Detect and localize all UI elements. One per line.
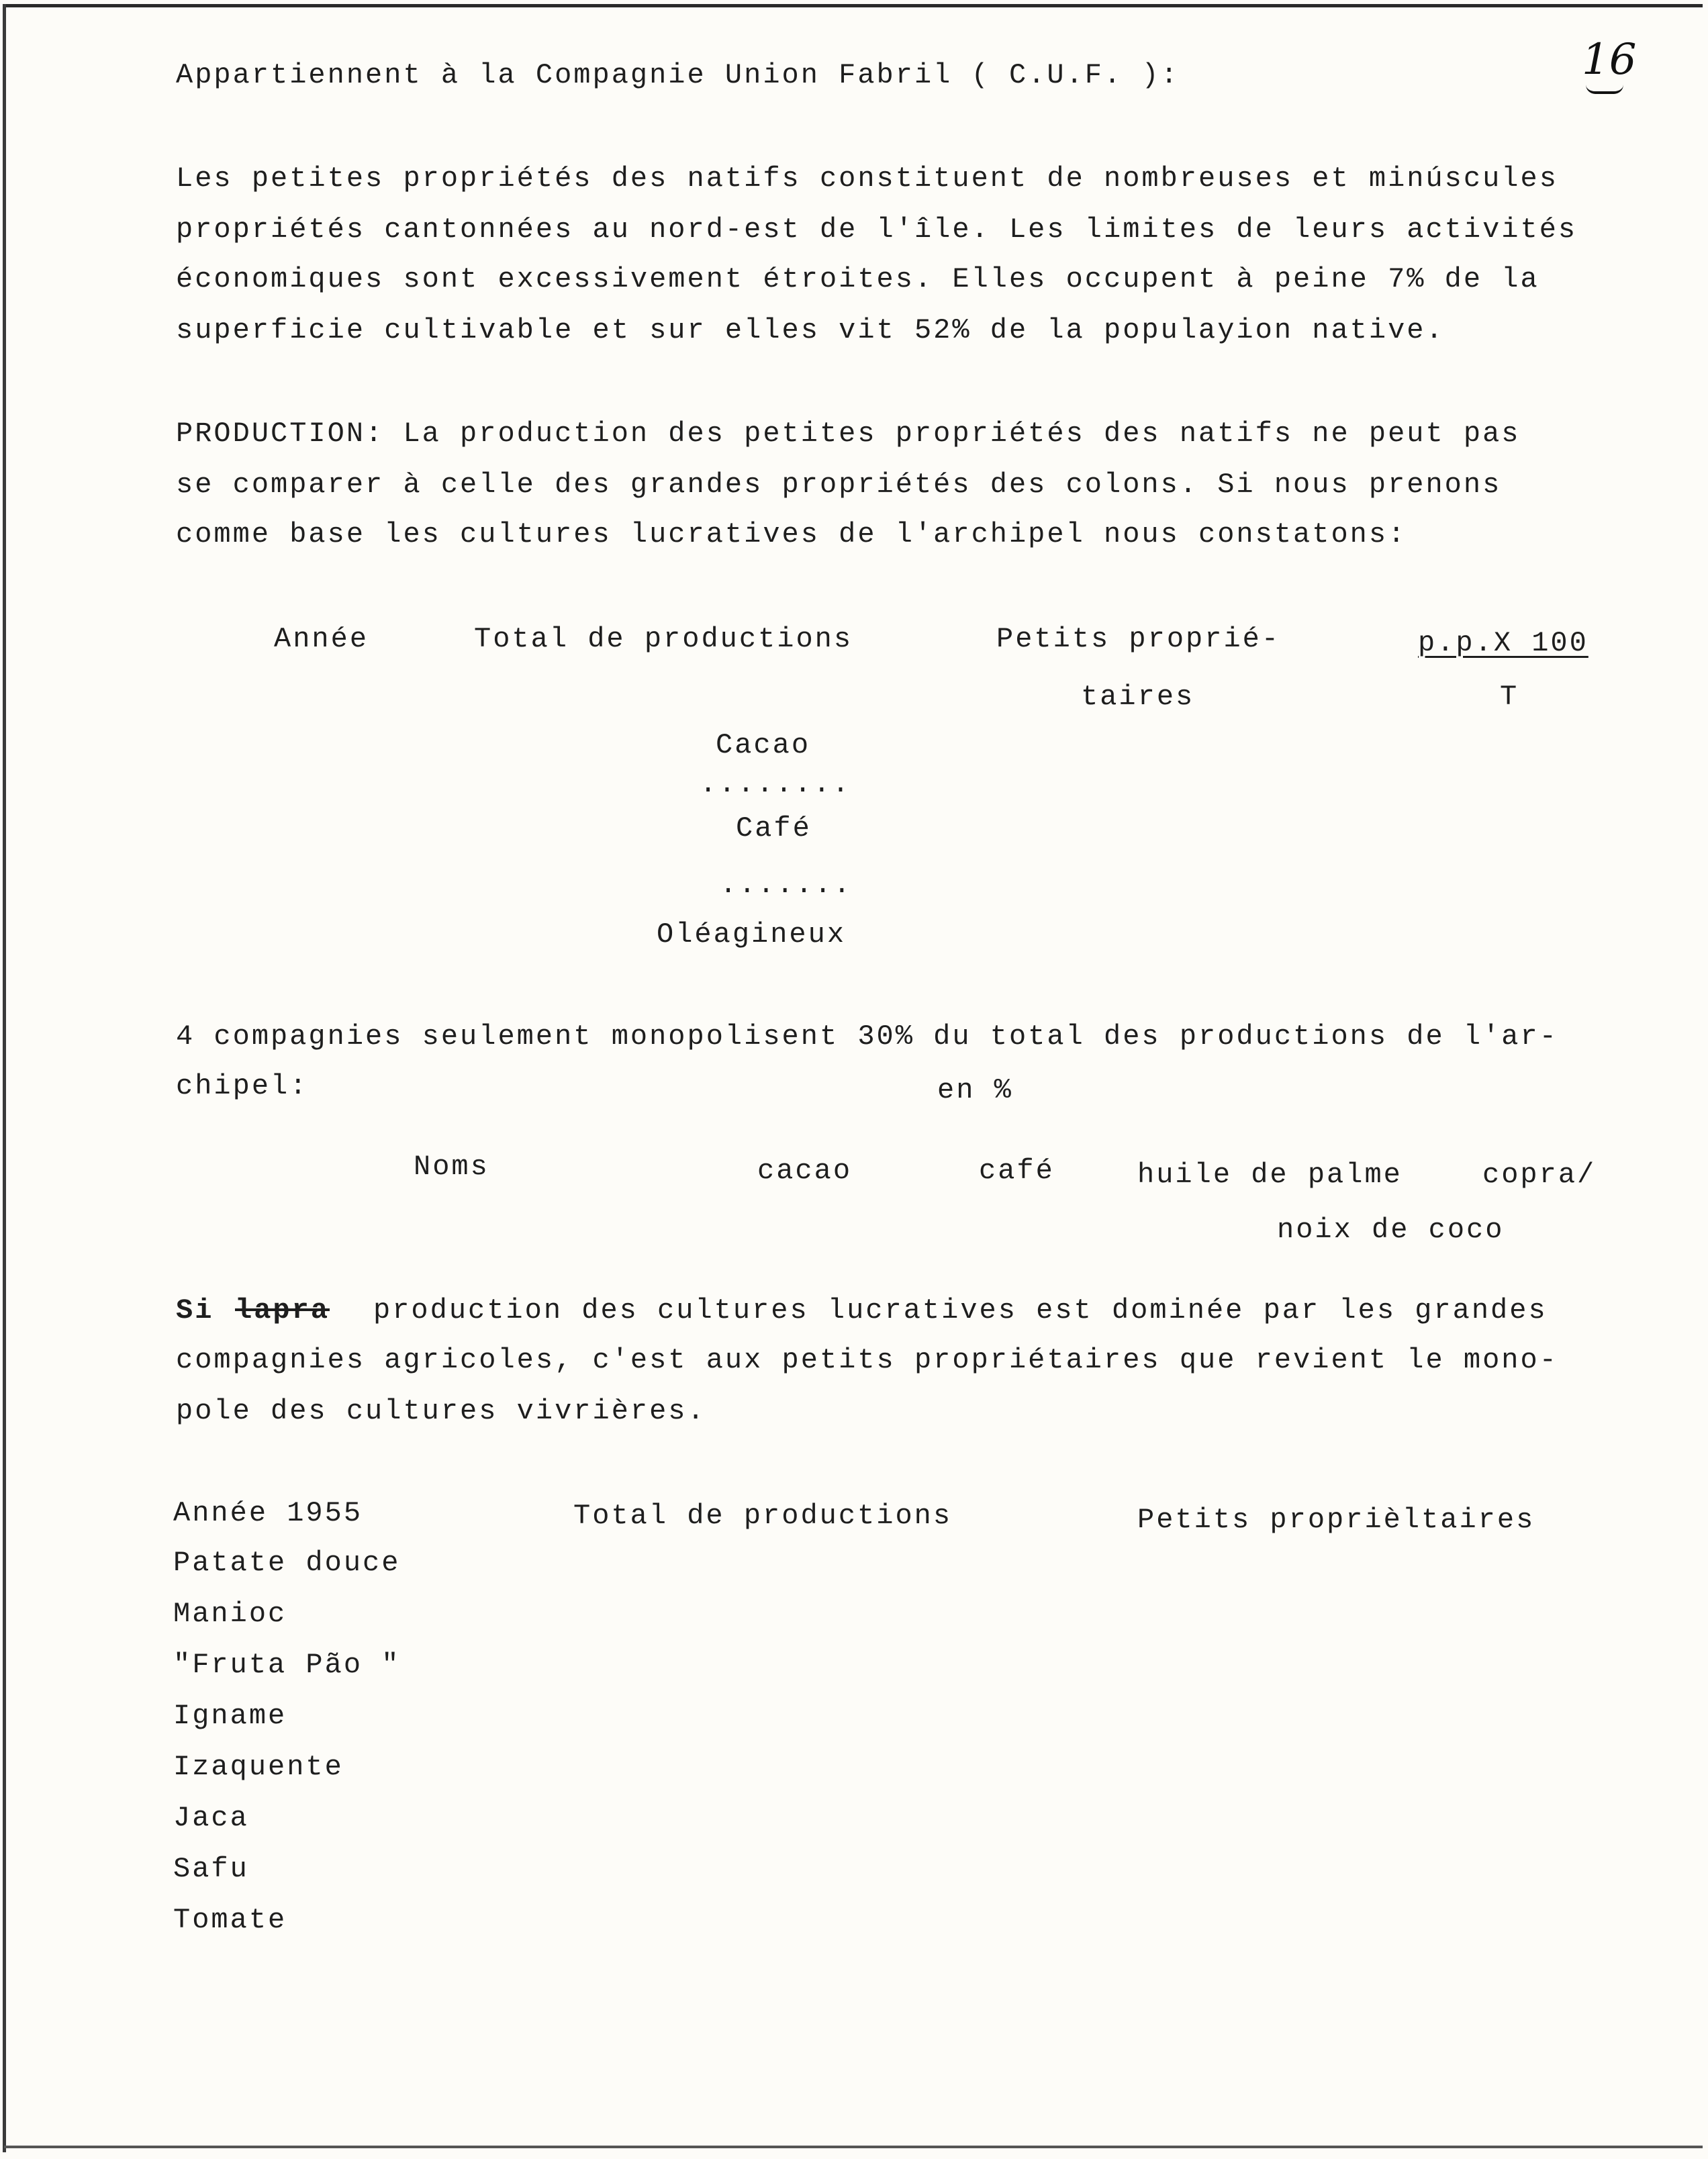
paragraph2-line2: se comparer à celle des grandes propriétés des colons. Si nous prenons <box>176 469 1502 501</box>
page-border-bottom <box>4 2146 1703 2148</box>
table3-crop-safu: Safu <box>173 1853 249 1885</box>
table3-header-small-owners: Petits proprièltaires <box>1137 1504 1535 1536</box>
table2-header-names: Noms <box>414 1151 489 1183</box>
page-number: 16 <box>1582 35 1637 85</box>
table1-row-dots-2: ....... <box>720 869 853 901</box>
table3-crop-izaquente: Izaquente <box>173 1751 344 1783</box>
paragraph4-line2: compagnies agricoles, c'est aux petits propriétaires que revient le mono- <box>176 1344 1558 1376</box>
table2-header-cafe: café <box>979 1155 1055 1187</box>
paragraph1-line3: économiques sont excessivement étroites. Elles occupent à peine 7% de la <box>176 263 1539 295</box>
table3-header-year: Année 1955 <box>173 1497 363 1529</box>
paragraph3-unit: en % <box>937 1074 1013 1106</box>
paragraph1-line2: propriétés cantonnées au nord-est de l'île. Les limites de leurs activités <box>176 213 1578 246</box>
table1-header-year: Année <box>274 623 369 655</box>
table1-row-oleagineux: Oléagineux <box>657 918 847 951</box>
paragraph1-line4: superficie cultivable et sur elles vit 52% de la populayion native. <box>176 314 1445 346</box>
paragraph3-line1: 4 compagnies seulement monopolisent 30% du total des productions de l'ar- <box>176 1020 1558 1053</box>
table3-header-total: Total de productions <box>573 1500 953 1532</box>
page-number-underline <box>1586 85 1623 94</box>
table2-header-copra: copra/ <box>1482 1159 1597 1191</box>
paragraph4-first-word: Si <box>176 1294 214 1327</box>
table1-row-dots-1: ........ <box>700 768 851 800</box>
table3-crop-patate-douce: Patate douce <box>173 1547 401 1579</box>
table1-header-small-owners-2: taires <box>1081 681 1195 713</box>
heading-line: Appartiennent à la Compagnie Union Fabril ( C.U.F. ): <box>176 59 1180 91</box>
paragraph4-line3: pole des cultures vivrières. <box>176 1395 706 1427</box>
table2-header-cacao: cacao <box>757 1155 853 1187</box>
table1-header-total: Total de productions <box>474 623 853 655</box>
table3-crop-manioc: Manioc <box>173 1598 287 1630</box>
table3-crop-jaca: Jaca <box>173 1802 249 1834</box>
paragraph2-line3: comme base les cultures lucratives de l'archipel nous constatons: <box>176 518 1407 550</box>
table3-crop-igname: Igname <box>173 1700 287 1732</box>
table2-header-palm-oil: huile de palme <box>1137 1159 1403 1191</box>
table1-header-ratio-numerator: p.p.X 100 <box>1418 627 1588 659</box>
table3-crop-fruta-pao: "Fruta Pão " <box>173 1649 401 1681</box>
paragraph2-line1: PRODUCTION: La production des petites propriétés des natifs ne peut pas <box>176 418 1521 450</box>
paragraph1-line1: Les petites propriétés des natifs constituent de nombreuses et minúscules <box>176 162 1558 195</box>
table3-crop-tomate: Tomate <box>173 1904 287 1936</box>
paragraph4-line1: production des cultures lucratives est dominée par les grandes <box>373 1294 1548 1327</box>
table1-row-cacao: Cacao <box>716 729 811 761</box>
table1-row-cafe: Café <box>736 812 812 845</box>
paragraph4-struck-word: lapra <box>235 1294 330 1327</box>
table1-header-small-owners-1: Petits proprié- <box>996 623 1281 655</box>
table2-header-coconut: noix de coco <box>1277 1214 1505 1246</box>
page-border-left <box>3 4 6 2152</box>
paragraph3-line2: chipel: <box>176 1070 309 1102</box>
table1-header-ratio-denominator: T <box>1500 681 1519 713</box>
page-border-top <box>4 4 1703 7</box>
